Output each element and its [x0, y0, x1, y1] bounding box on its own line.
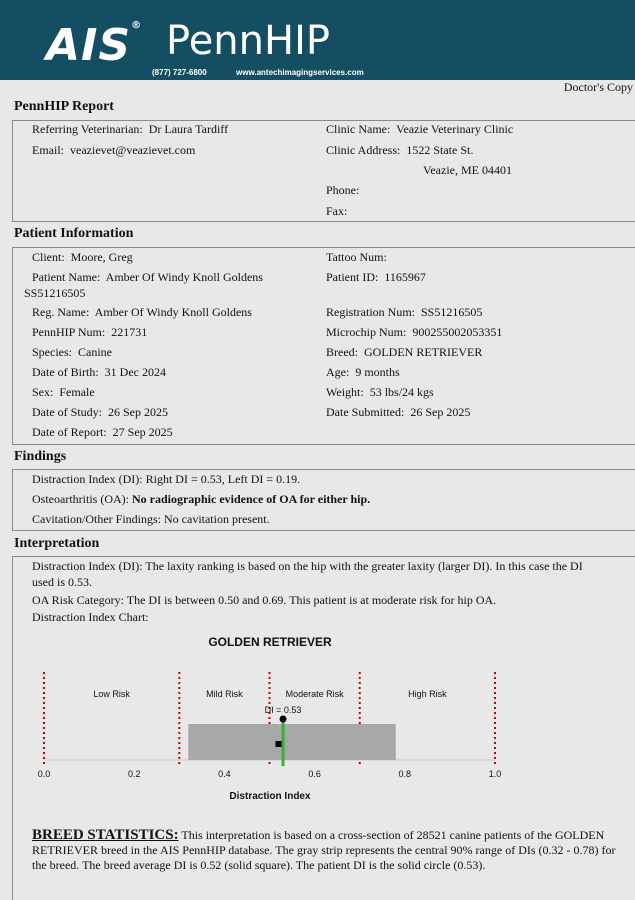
risk-label-2: Moderate Risk — [285, 689, 344, 699]
header-phone: (877) 727-6800 — [152, 68, 207, 77]
x-tick-label: 0.2 — [127, 769, 141, 779]
phone-label: Phone: — [326, 183, 360, 197]
patient-di-label: DI = 0.53 — [264, 705, 302, 715]
reg-name-row: Reg. Name: Amber Of Windy Knoll Goldens — [32, 305, 252, 319]
pennhip-logo: PennHIP — [166, 18, 331, 64]
date-submitted-row: Date Submitted: 26 Sep 2025 — [326, 405, 471, 419]
doctor-copy-label: Doctor's Copy — [563, 80, 633, 94]
risk-label-0: Low Risk — [93, 689, 130, 699]
microchip-row: Microchip Num: 900255002053351 — [326, 325, 503, 339]
client-row: Client: Moore, Greg — [32, 250, 133, 264]
age-row: Age: 9 months — [326, 365, 400, 379]
email-row: Email: veazievet@veazievet.com — [32, 143, 196, 157]
header-banner — [0, 0, 635, 80]
chart-title: GOLDEN RETRIEVER — [208, 635, 332, 649]
fax-label: Fax: — [326, 204, 348, 218]
x-tick-label: 0.8 — [398, 769, 412, 779]
x-tick-label: 0.0 — [37, 769, 51, 779]
dob-row: Date of Birth: 31 Dec 2024 — [32, 365, 166, 379]
breed-statistics — [32, 828, 632, 873]
patient-name-cont: SS51216505 — [24, 286, 86, 300]
clinic-address: Clinic Address: 1522 State St. — [326, 143, 474, 157]
breed-stats-text: This interpretation is based on a cross-section of 28521 canine patients of the GOLDEN RETRIEVER breed in the AIS PennHIP database. The gray strip represents the central 90% range of DIs (0.32 - 0.78) for the breed. The breed average DI is 0.52 (solid square). The patient DI is the solid circle (0.53). — [32, 828, 616, 872]
header-website[interactable]: www.antechimagingservices.com — [236, 68, 364, 77]
breed-row: Breed: GOLDEN RETRIEVER — [326, 345, 483, 359]
date-report-row: Date of Report: 27 Sep 2025 — [32, 425, 173, 439]
clinic-address-line2: Veazie, ME 04401 — [423, 163, 512, 177]
tattoo-row: Tattoo Num: — [326, 250, 387, 264]
x-axis-label: Distraction Index — [229, 791, 311, 802]
patient-name-row: Patient Name: Amber Of Windy Knoll Goldens — [32, 270, 263, 284]
registration-num-row: Registration Num: SS51216505 — [326, 305, 483, 319]
x-tick-label: 0.4 — [218, 769, 231, 779]
patient-id-row: Patient ID: 1165967 — [326, 270, 426, 284]
referring-vet: Referring Veterinarian: Dr Laura Tardiff — [32, 122, 229, 136]
interp-di-line2: used is 0.53. — [32, 575, 92, 589]
risk-label-1: Mild Risk — [206, 689, 243, 699]
sex-row: Sex: Female — [32, 385, 95, 399]
species-row: Species: Canine — [32, 345, 112, 359]
interp-di-line1: Distraction Index (DI): The laxity ranking is based on the hip with the greater laxity (larger DI). In this case the DI — [32, 559, 583, 573]
report-page — [0, 80, 635, 900]
weight-row: Weight: 53 lbs/24 kgs — [326, 385, 434, 399]
interp-oa-risk: OA Risk Category: The DI is between 0.50 and 0.69. This patient is at moderate risk for hip OA. — [32, 593, 497, 607]
findings-cavitation: Cavitation/Other Findings: No cavitation present. — [32, 512, 270, 526]
breed-stats-heading: BREED STATISTICS: — [32, 827, 179, 843]
pennhip-num-row: PennHIP Num: 221731 — [32, 325, 148, 339]
findings-di: Distraction Index (DI): Right DI = 0.53, Left DI = 0.19. — [32, 472, 301, 486]
report-section-title: PennHIP Report — [14, 99, 114, 114]
interp-chart-label: Distraction Index Chart: — [32, 610, 149, 624]
ais-logo: AIS® — [46, 20, 143, 71]
clinic-name: Clinic Name: Veazie Veterinary Clinic — [326, 122, 514, 136]
patient-section-title: Patient Information — [14, 226, 134, 241]
x-tick-label: 1.0 — [488, 769, 502, 779]
findings-section-title: Findings — [14, 449, 67, 464]
x-tick-label: 0.6 — [308, 769, 321, 779]
findings-oa: Osteoarthritis (OA): No radiographic evidence of OA for either hip. — [32, 492, 371, 506]
interpretation-section-title: Interpretation — [14, 536, 100, 551]
date-study-row: Date of Study: 26 Sep 2025 — [32, 405, 168, 419]
risk-label-3: High Risk — [408, 689, 447, 699]
